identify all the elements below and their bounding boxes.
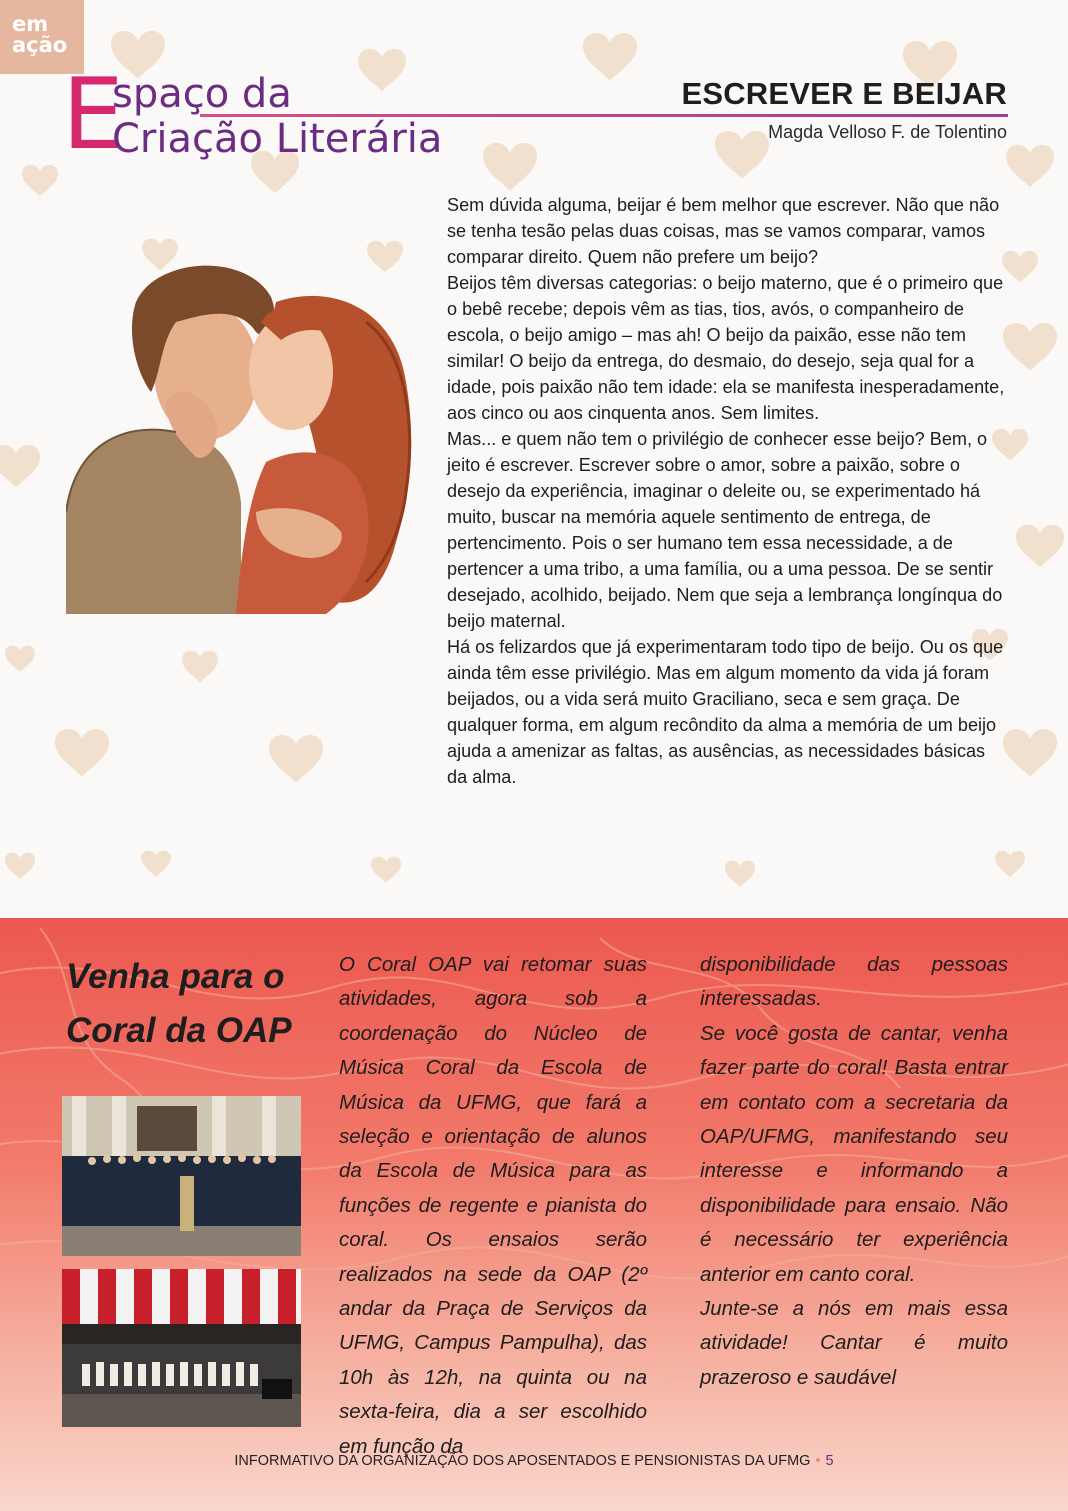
article-author: Magda Velloso F. de Tolentino: [768, 122, 1007, 142]
kiss-illustration: [66, 262, 436, 614]
coral-heading: Venha para o Coral da OAP: [66, 957, 292, 1050]
footer-text: INFORMATIVO DA ORGANIZAÇÃO DOS APOSENTADOS E PENSIONISTAS DA UFMG: [234, 1453, 811, 1469]
article-paragraph: Beijos têm diversas categorias: o beijo materno, que é o primeiro que o bebê recebe; depois vêm as tias, tios, avós, o companheiro de escola, o beijo amigo – mas ah! O beijo da paixão, esse não tem similar! O beijo da entrega, do desmaio, do desejo, seja qual for a idade, pois paixão não tem idade: ela se manifesta inesperadamente, aos cinco ou aos cinquenta anos. Sem limites.: [447, 273, 1005, 423]
page-footer: [0, 1450, 1068, 1472]
coral-paragraph: Se você gosta de cantar, venha fazer parte do coral! Basta entrar em contato com a secretaria da OAP/UFMG, manifestando seu interesse e informando a disponibilidade para ensaio. Não é necessário ter experiência anterior em canto coral.: [700, 1021, 1008, 1286]
footer-separator: •: [815, 1453, 821, 1469]
article-paragraph: Há os felizardos que já experimentaram todo tipo de beijo. Ou os que ainda têm esse privilégio. Mas em algum momento da vida já foram beijados, ou a vida será muito Graciliano, seca e sem graça. De qualquer forma, em algum recôndito da alma a memória de um beijo ajuda a amenizar as faltas, as ausências, as necessidades básicas da alma.: [447, 637, 1004, 787]
article-paragraph: Sem dúvida alguma, beijar é bem melhor que escrever. Não que não se tenha tesão pelas duas coisas, mas se vamos comparar, vamos comparar direito. Quem não prefere um beijo?: [447, 195, 1000, 267]
page-number: 5: [825, 1453, 834, 1469]
article-paragraph: Mas... e quem não tem o privilégio de conhecer esse beijo? Bem, o jeito é escrever. Escrever sobre o amor, sobre a paixão, sobre o desejo da experiência, imaginar o deleite ou, se experimentado há muito, buscar na memória aquele sentimento de entrega, de pertencimento. Pois o ser humano tem essa necessidade, a de pertencer a uma tribo, a uma família, ou a uma pessoa. De se sentir desejado, acolhido, beijado. Nem que seja a lembrança longínqua do beijo maternal.: [447, 429, 1003, 631]
badge-line-2: ação: [12, 33, 68, 57]
choir-photo-building: [62, 1096, 301, 1256]
section-initial: E: [62, 58, 124, 172]
badge-line-1: em: [12, 12, 49, 36]
coral-column-2: [700, 948, 1008, 1395]
coral-column-1: [339, 948, 647, 1464]
choir-photo-tent: [62, 1269, 301, 1427]
section-title-line-2: Criação Literária: [112, 116, 443, 162]
section-title: [62, 58, 502, 172]
coral-paragraph: disponibilidade das pessoas interessadas.: [700, 953, 1008, 1011]
section-title-line-1: spaço da: [112, 71, 292, 117]
article-body: [447, 192, 1007, 790]
coral-paragraph: Junte-se a nós em mais essa atividade! Cantar é muito prazeroso e saudável: [700, 1297, 1008, 1389]
article-title: ESCREVER E BEIJAR: [681, 76, 1007, 111]
coral-paragraph: O Coral OAP vai retomar suas atividades, agora sob a coordenação do Núcleo de Música Coral da Escola de Música da UFMG, que fará a seleção e orientação de alunos da Escola de Música para as funções de regente e pianista do coral. Os ensaios serão realizados na sede da OAP (2º andar da Praça de Serviços da UFMG, Campus Pampulha), das 10h às 12h, na quinta ou na sexta-feira, dia a ser escolhido em função da: [339, 953, 647, 1458]
